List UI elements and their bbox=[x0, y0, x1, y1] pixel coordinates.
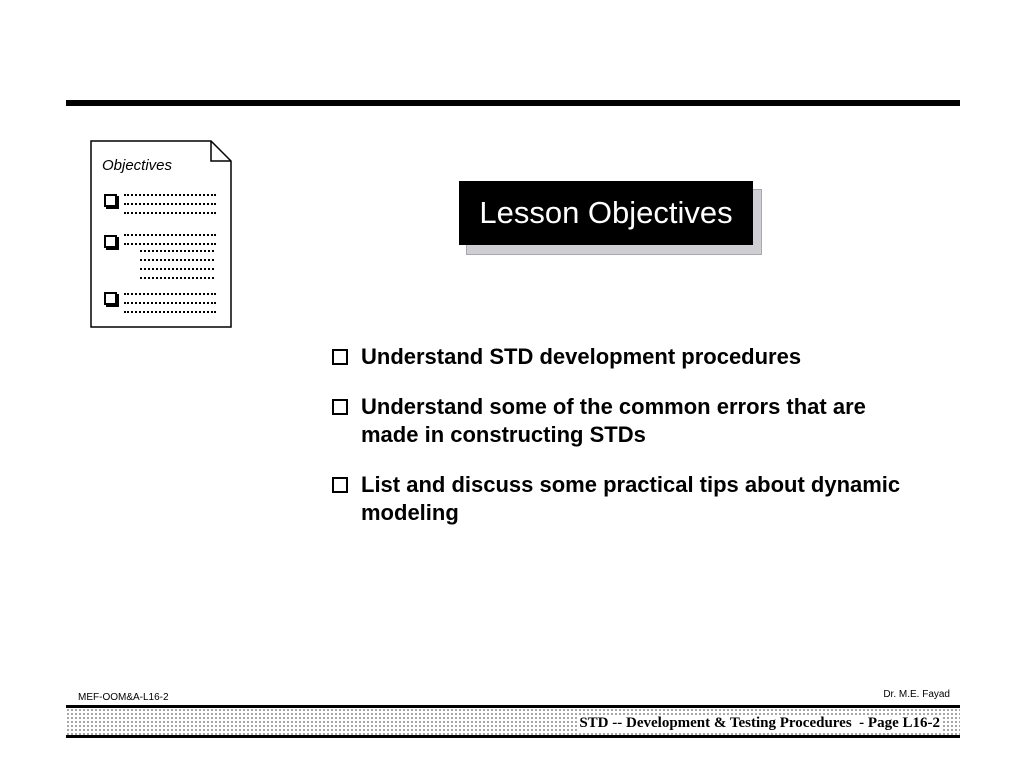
document-icon-label: Objectives bbox=[102, 157, 173, 174]
document-icon bbox=[90, 140, 232, 328]
checkbox-icon bbox=[332, 477, 348, 493]
objectives-list bbox=[330, 343, 930, 549]
footer-running-title: STD -- Development & Testing Procedures - Page L16-2 bbox=[579, 715, 940, 731]
footer-bar bbox=[66, 705, 960, 738]
list-item bbox=[330, 393, 930, 449]
scribble-sublines bbox=[140, 250, 214, 286]
list-item bbox=[330, 471, 930, 527]
checkbox-icon bbox=[104, 235, 117, 248]
scribble-lines bbox=[124, 293, 216, 320]
top-divider bbox=[66, 100, 960, 106]
checkbox-icon bbox=[332, 399, 348, 415]
slide-title-text: Lesson Objectives bbox=[479, 195, 733, 230]
list-item bbox=[330, 343, 930, 371]
checkbox-icon bbox=[104, 292, 117, 305]
checkbox-icon bbox=[332, 349, 348, 365]
scribble-lines bbox=[124, 194, 216, 221]
list-item-text: List and discuss some practical tips about dynamic modeling bbox=[361, 472, 901, 525]
checkbox-icon bbox=[104, 194, 117, 207]
slide-title bbox=[459, 181, 753, 245]
footer-code: MEF-OOM&A-L16-2 bbox=[78, 692, 169, 703]
list-item-text: Understand STD development procedures bbox=[361, 344, 802, 369]
footer-author: Dr. M.E. Fayad bbox=[883, 689, 950, 700]
list-item-text: Understand some of the common errors that are made in constructing STDs bbox=[361, 394, 866, 447]
